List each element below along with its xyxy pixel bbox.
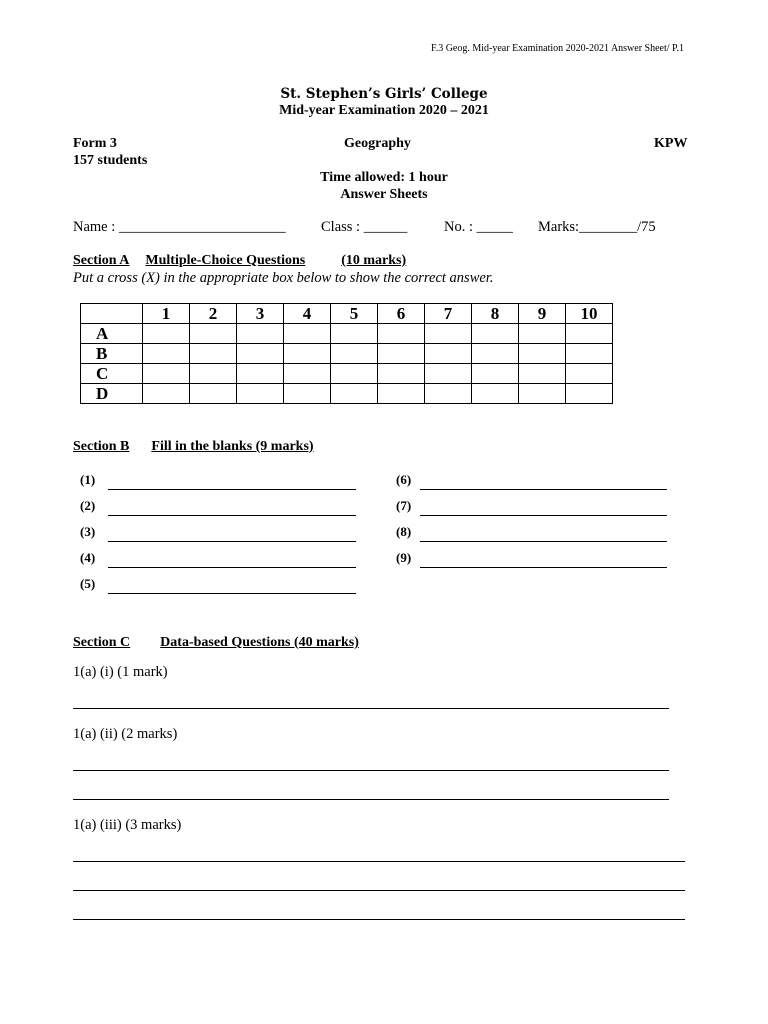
mc-answer-box[interactable] (190, 344, 237, 364)
mc-answer-box[interactable] (378, 324, 425, 344)
blank-answer-line[interactable] (108, 567, 356, 568)
mc-answer-box[interactable] (143, 324, 190, 344)
mc-answer-box[interactable] (284, 384, 331, 404)
mc-answer-box[interactable] (331, 344, 378, 364)
mc-answer-box[interactable] (190, 364, 237, 384)
mc-row-label: D (81, 384, 143, 404)
blank-answer-line[interactable] (108, 541, 356, 542)
blank-number: (2) (80, 498, 96, 513)
section-b-subtitle: Fill in the blanks (9 marks) (151, 439, 314, 454)
mc-answer-box[interactable] (237, 324, 284, 344)
mc-answer-box[interactable] (378, 364, 425, 384)
mc-answer-box[interactable] (331, 324, 378, 344)
mc-column-header: 9 (519, 304, 566, 324)
answer-line[interactable] (73, 890, 685, 891)
blank-answer-line[interactable] (420, 515, 667, 516)
answer-line[interactable] (73, 861, 685, 862)
blank-answer-line[interactable] (108, 489, 356, 490)
answer-line[interactable] (73, 799, 669, 800)
mc-column-header: 1 (143, 304, 190, 324)
section-a-title: Section A (73, 253, 130, 268)
mc-answer-box[interactable] (190, 384, 237, 404)
blank-number: (7) (396, 498, 412, 513)
mc-row (81, 344, 613, 364)
section-a-instruction: Put a cross (X) in the appropriate box below to show the correct answer. (73, 270, 494, 286)
mc-corner-cell (81, 304, 143, 324)
blank-answer-line[interactable] (108, 593, 356, 594)
blank-answer-line[interactable] (420, 489, 667, 490)
section-a-marks: (10 marks) (341, 253, 407, 268)
mc-answer-box[interactable] (472, 344, 519, 364)
time-allowed: Time allowed: 1 hour (320, 170, 448, 185)
teacher-code: KPW (654, 136, 688, 151)
blank-number: (4) (80, 550, 96, 565)
mc-answer-box[interactable] (519, 344, 566, 364)
mc-answer-box[interactable] (472, 324, 519, 344)
mc-row (81, 324, 613, 344)
section-c-subtitle: Data-based Questions (40 marks) (160, 635, 359, 650)
mc-answer-box[interactable] (566, 364, 613, 384)
mc-answer-box[interactable] (284, 324, 331, 344)
question-label: 1(a) (ii) (2 marks) (73, 726, 178, 742)
mc-column-header: 2 (190, 304, 237, 324)
mc-answer-box[interactable] (425, 364, 472, 384)
mc-answer-box[interactable] (331, 364, 378, 384)
mc-answer-box[interactable] (472, 364, 519, 384)
blank-number: (9) (396, 550, 412, 565)
mc-answer-box[interactable] (519, 384, 566, 404)
section-c-title: Section C (73, 635, 131, 650)
mc-answer-box[interactable] (566, 344, 613, 364)
mc-answer-box[interactable] (378, 384, 425, 404)
blank-number: (1) (80, 472, 96, 487)
mc-row-label: C (81, 364, 143, 384)
mc-answer-box[interactable] (378, 344, 425, 364)
mc-answer-box[interactable] (237, 384, 284, 404)
mc-answer-box[interactable] (190, 324, 237, 344)
answer-line[interactable] (73, 708, 669, 709)
mc-header-row (81, 304, 613, 324)
mc-answer-box[interactable] (425, 324, 472, 344)
blank-number: (6) (396, 472, 412, 487)
mc-row (81, 384, 613, 404)
blank-number: (8) (396, 524, 412, 539)
mc-answer-box[interactable] (143, 364, 190, 384)
subject-label: Geography (344, 136, 411, 151)
mc-answer-box[interactable] (331, 384, 378, 404)
question-label: 1(a) (iii) (3 marks) (73, 817, 182, 833)
marks-field[interactable]: Marks:________/75 (538, 219, 656, 235)
mc-row-label: A (81, 324, 143, 344)
mc-answer-box[interactable] (566, 324, 613, 344)
mc-answer-box[interactable] (143, 344, 190, 364)
blank-answer-line[interactable] (420, 567, 667, 568)
answer-line[interactable] (73, 770, 669, 771)
blank-number: (5) (80, 576, 96, 591)
mc-column-header: 3 (237, 304, 284, 324)
school-name: St. Stephen’s Girls’ College (280, 86, 488, 102)
mc-answer-box[interactable] (284, 364, 331, 384)
mc-answer-box[interactable] (519, 324, 566, 344)
section-a-heading (73, 253, 406, 269)
mc-column-header: 7 (425, 304, 472, 324)
answer-sheets-title: Answer Sheets (340, 187, 428, 202)
number-field[interactable]: No. : _____ (444, 219, 513, 235)
exam-title: Mid-year Examination 2020 – 2021 (279, 103, 489, 118)
section-b-title: Section B (73, 439, 130, 454)
mc-answer-box[interactable] (237, 344, 284, 364)
mc-answer-box[interactable] (566, 384, 613, 404)
mc-answer-box[interactable] (519, 364, 566, 384)
running-head: F.3 Geog. Mid-year Examination 2020-2021 Answer Sheet/ P.1 (430, 43, 684, 54)
mc-answer-box[interactable] (472, 384, 519, 404)
mc-answer-box[interactable] (237, 364, 284, 384)
mc-column-header: 10 (566, 304, 613, 324)
blank-answer-line[interactable] (108, 515, 356, 516)
section-a-subtitle: Multiple-Choice Questions (145, 253, 306, 268)
mc-answer-box[interactable] (425, 344, 472, 364)
mc-answer-box[interactable] (425, 384, 472, 404)
blank-number: (3) (80, 524, 96, 539)
section-b-heading (73, 439, 314, 455)
class-field[interactable]: Class : ______ (321, 219, 408, 235)
mc-answer-box[interactable] (143, 384, 190, 404)
mc-column-header: 8 (472, 304, 519, 324)
blank-answer-line[interactable] (420, 541, 667, 542)
name-field[interactable]: Name : _______________________ (73, 219, 286, 235)
section-c-heading (73, 635, 359, 651)
mc-column-header: 5 (331, 304, 378, 324)
answer-line[interactable] (73, 919, 685, 920)
mc-column-header: 6 (378, 304, 425, 324)
mc-column-header: 4 (284, 304, 331, 324)
question-label: 1(a) (i) (1 mark) (73, 664, 168, 680)
mc-answer-box[interactable] (284, 344, 331, 364)
mc-row-label: B (81, 344, 143, 364)
mc-row (81, 364, 613, 384)
multiple-choice-grid (80, 303, 613, 404)
form-label: Form 3 (73, 136, 117, 151)
student-count: 157 students (73, 153, 148, 168)
